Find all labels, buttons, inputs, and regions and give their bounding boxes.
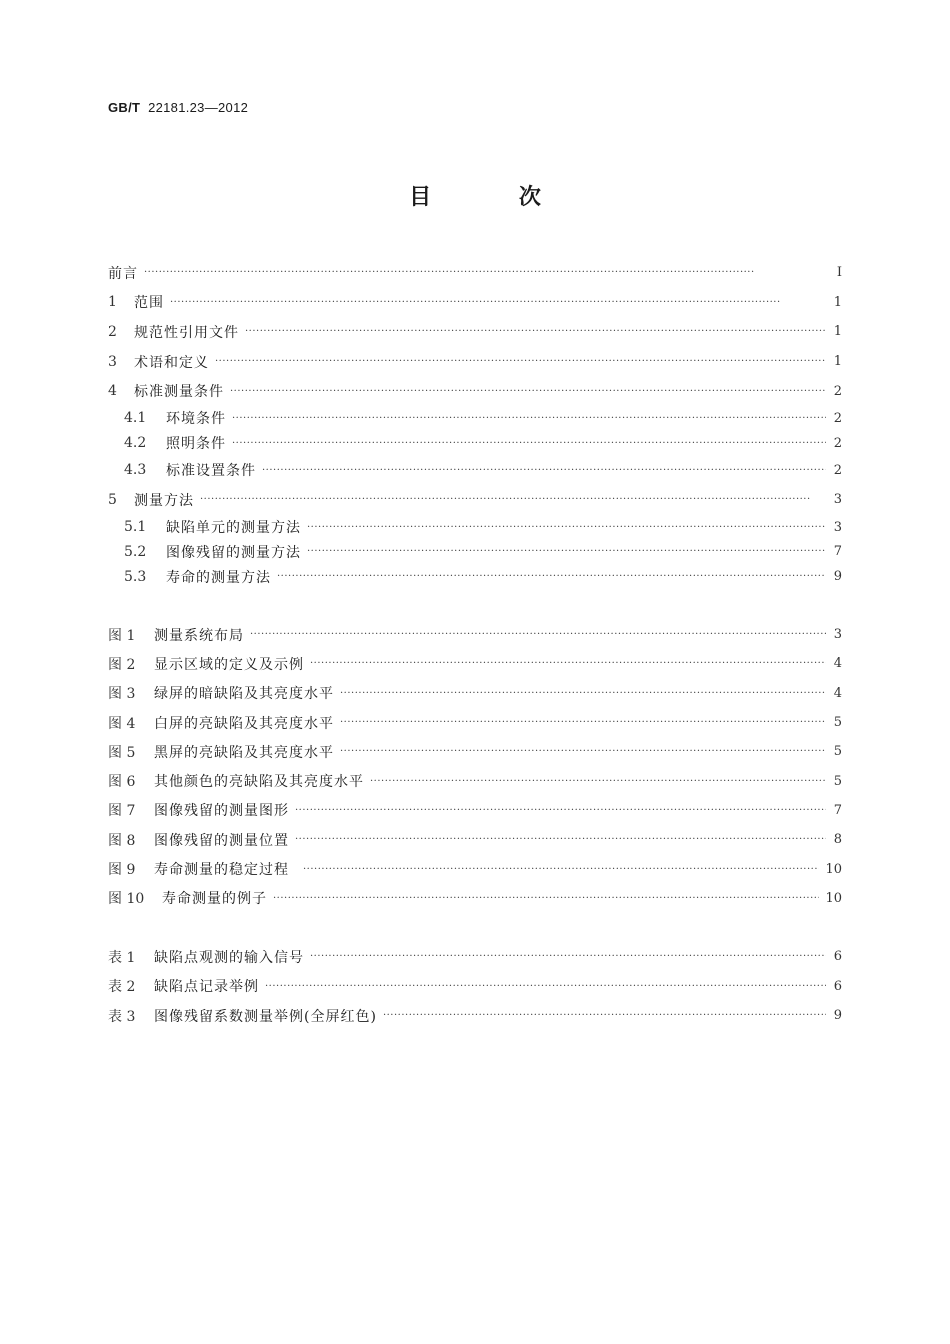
toc-entry-number: 4.3: [124, 462, 147, 479]
toc-entry-number: 1: [108, 294, 117, 311]
toc-entry-number: 4: [108, 383, 117, 400]
toc-entry-page: Ⅰ: [836, 265, 842, 281]
figure-entry[interactable]: [108, 679, 842, 708]
leader-dots: [273, 893, 819, 904]
toc-entry-label: 规范性引用文件: [134, 324, 239, 341]
figure-page: 10: [825, 890, 842, 906]
standard-code: [108, 100, 248, 115]
leader-dots: [295, 805, 826, 816]
table-entry[interactable]: [108, 972, 842, 1002]
toc-entry-page: 2: [833, 410, 842, 426]
leader-dots: [340, 746, 826, 757]
toc-entry-number: 5.3: [124, 568, 147, 585]
page-title: 目 次: [409, 184, 581, 210]
toc-entry-number: 4.2: [124, 435, 147, 452]
table-label: 缺陷点观测的输入信号: [154, 949, 304, 966]
table-page: 6: [833, 978, 842, 994]
figure-number: 图 5: [108, 744, 136, 761]
toc-entry[interactable]: [108, 376, 842, 406]
leader-dots: [295, 834, 826, 845]
figure-page: 5: [833, 744, 842, 760]
toc-entry-number: 2: [108, 323, 117, 340]
toc-entry-label: 环境条件: [166, 411, 226, 428]
toc-entry-page: 2: [833, 435, 842, 451]
toc-entry-label: 标准设置条件: [166, 463, 256, 480]
toc-entry-number: 3: [108, 353, 117, 370]
standard-code-prefix: GB/T: [108, 100, 141, 115]
figure-label: 黑屏的亮缺陷及其亮度水平: [154, 744, 334, 761]
toc-entry-number: 5.2: [124, 543, 147, 560]
figure-page: 5: [833, 773, 842, 789]
toc-subentry[interactable]: [108, 456, 842, 486]
figure-number: 图 6: [108, 774, 136, 791]
leader-dots: [232, 438, 826, 449]
figure-page: 8: [833, 832, 842, 848]
leader-dots: [310, 951, 826, 962]
figure-page: 4: [833, 656, 842, 672]
figure-number: 图 1: [108, 627, 136, 644]
figure-label: 绿屏的暗缺陷及其亮度水平: [154, 686, 334, 703]
figure-number: 图 2: [108, 656, 136, 673]
toc-entry-label: 标准测量条件: [134, 384, 224, 401]
figure-number: 图 3: [108, 686, 136, 703]
leader-dots: [307, 522, 826, 533]
table-label: 缺陷点记录举例: [154, 979, 259, 996]
toc-entry-label: 前言: [108, 265, 138, 282]
table-page: 6: [833, 949, 842, 965]
toc-entry-label: 测量方法: [134, 492, 194, 509]
figure-number: 图 9: [108, 862, 136, 879]
leader-dots: [310, 658, 826, 669]
figure-label: 白屏的亮缺陷及其亮度水平: [154, 715, 334, 732]
toc-entry-page: 1: [833, 354, 842, 370]
toc-entry-page: 3: [833, 492, 842, 508]
toc-entry[interactable]: [108, 347, 842, 377]
toc-entry-number: 5: [108, 491, 117, 508]
figure-entry[interactable]: [108, 737, 842, 766]
standard-code-number: 22181.23—2012: [148, 100, 249, 115]
toc-entry-page: 9: [833, 569, 842, 585]
figure-entry[interactable]: [108, 620, 842, 649]
leader-dots: [277, 571, 826, 582]
figure-label: 测量系统布局: [154, 627, 244, 644]
table-number: 表 2: [108, 979, 136, 996]
toc-entry-label: 术语和定义: [134, 354, 209, 371]
toc-entry-page: 1: [833, 324, 842, 340]
toc-entry[interactable]: [108, 485, 842, 515]
leader-dots: [144, 267, 826, 278]
table-entry[interactable]: [108, 1001, 842, 1031]
table-entry[interactable]: [108, 942, 842, 972]
leader-dots: [230, 386, 826, 397]
leader-dots: [307, 546, 826, 557]
figure-number: 图 8: [108, 832, 136, 849]
toc-entry-label: 缺陷单元的测量方法: [166, 520, 301, 537]
leader-dots: [370, 776, 826, 787]
toc-entry-label: 照明条件: [166, 436, 226, 453]
leader-dots: [383, 1010, 826, 1021]
figure-page: 3: [833, 627, 842, 643]
leader-dots: [245, 326, 826, 337]
figure-number: 图 10: [108, 891, 145, 908]
table-list: [108, 942, 842, 1031]
figure-label: 图像残留的测量位置: [154, 832, 289, 849]
toc-subentry[interactable]: [108, 515, 842, 540]
leader-dots: [215, 356, 826, 367]
figure-entry[interactable]: [108, 854, 842, 883]
table-label: 图像残留系数测量举例(全屏红色): [154, 1008, 377, 1025]
leader-dots: [303, 864, 819, 875]
toc-entry-page: 7: [833, 544, 842, 560]
leader-dots: [340, 717, 826, 728]
leader-dots: [340, 688, 826, 699]
leader-dots: [170, 297, 826, 308]
figure-label: 其他颜色的亮缺陷及其亮度水平: [154, 774, 364, 791]
toc-subentry[interactable]: [108, 406, 842, 431]
figure-page: 7: [833, 802, 842, 818]
leader-dots: [250, 629, 826, 640]
toc-entry[interactable]: [108, 317, 842, 347]
toc-entry-page: 3: [833, 519, 842, 535]
leader-dots: [265, 981, 826, 992]
toc-entry-page: 1: [833, 294, 842, 310]
leader-dots: [262, 465, 826, 476]
figure-entry[interactable]: [108, 825, 842, 854]
figure-number: 图 4: [108, 715, 136, 732]
figure-label: 图像残留的测量图形: [154, 803, 289, 820]
figure-entry[interactable]: [108, 708, 842, 737]
figure-label: 寿命测量的稳定过程: [154, 862, 289, 879]
leader-dots: [232, 413, 826, 424]
figure-label: 显示区域的定义及示例: [154, 656, 304, 673]
toc-entry[interactable]: [108, 288, 842, 318]
table-number: 表 3: [108, 1008, 136, 1025]
leader-dots: [200, 494, 826, 505]
figure-list: [108, 620, 842, 913]
toc-entry-number: 5.1: [124, 519, 147, 536]
toc-subentry[interactable]: [108, 540, 842, 565]
figure-number: 图 7: [108, 803, 136, 820]
toc-entry[interactable]: [108, 258, 842, 288]
figure-entry[interactable]: [108, 796, 842, 825]
figure-entry[interactable]: [108, 766, 842, 795]
toc-entry-label: 寿命的测量方法: [166, 569, 271, 586]
figure-entry[interactable]: [108, 649, 842, 678]
toc-section: [108, 258, 842, 589]
table-page: 9: [833, 1008, 842, 1024]
figure-page: 5: [833, 715, 842, 731]
toc-subentry[interactable]: [108, 431, 842, 456]
toc-entry-number: 4.1: [124, 410, 147, 427]
figure-page: 4: [833, 685, 842, 701]
toc-entry-page: 2: [833, 383, 842, 399]
table-number: 表 1: [108, 949, 136, 966]
toc-entry-label: 范围: [134, 295, 164, 312]
toc-entry-page: 2: [833, 462, 842, 478]
figure-label: 寿命测量的例子: [162, 891, 267, 908]
toc-subentry[interactable]: [108, 564, 842, 589]
figure-entry[interactable]: [108, 884, 842, 913]
toc-entry-label: 图像残留的测量方法: [166, 544, 301, 561]
figure-page: 10: [825, 861, 842, 877]
